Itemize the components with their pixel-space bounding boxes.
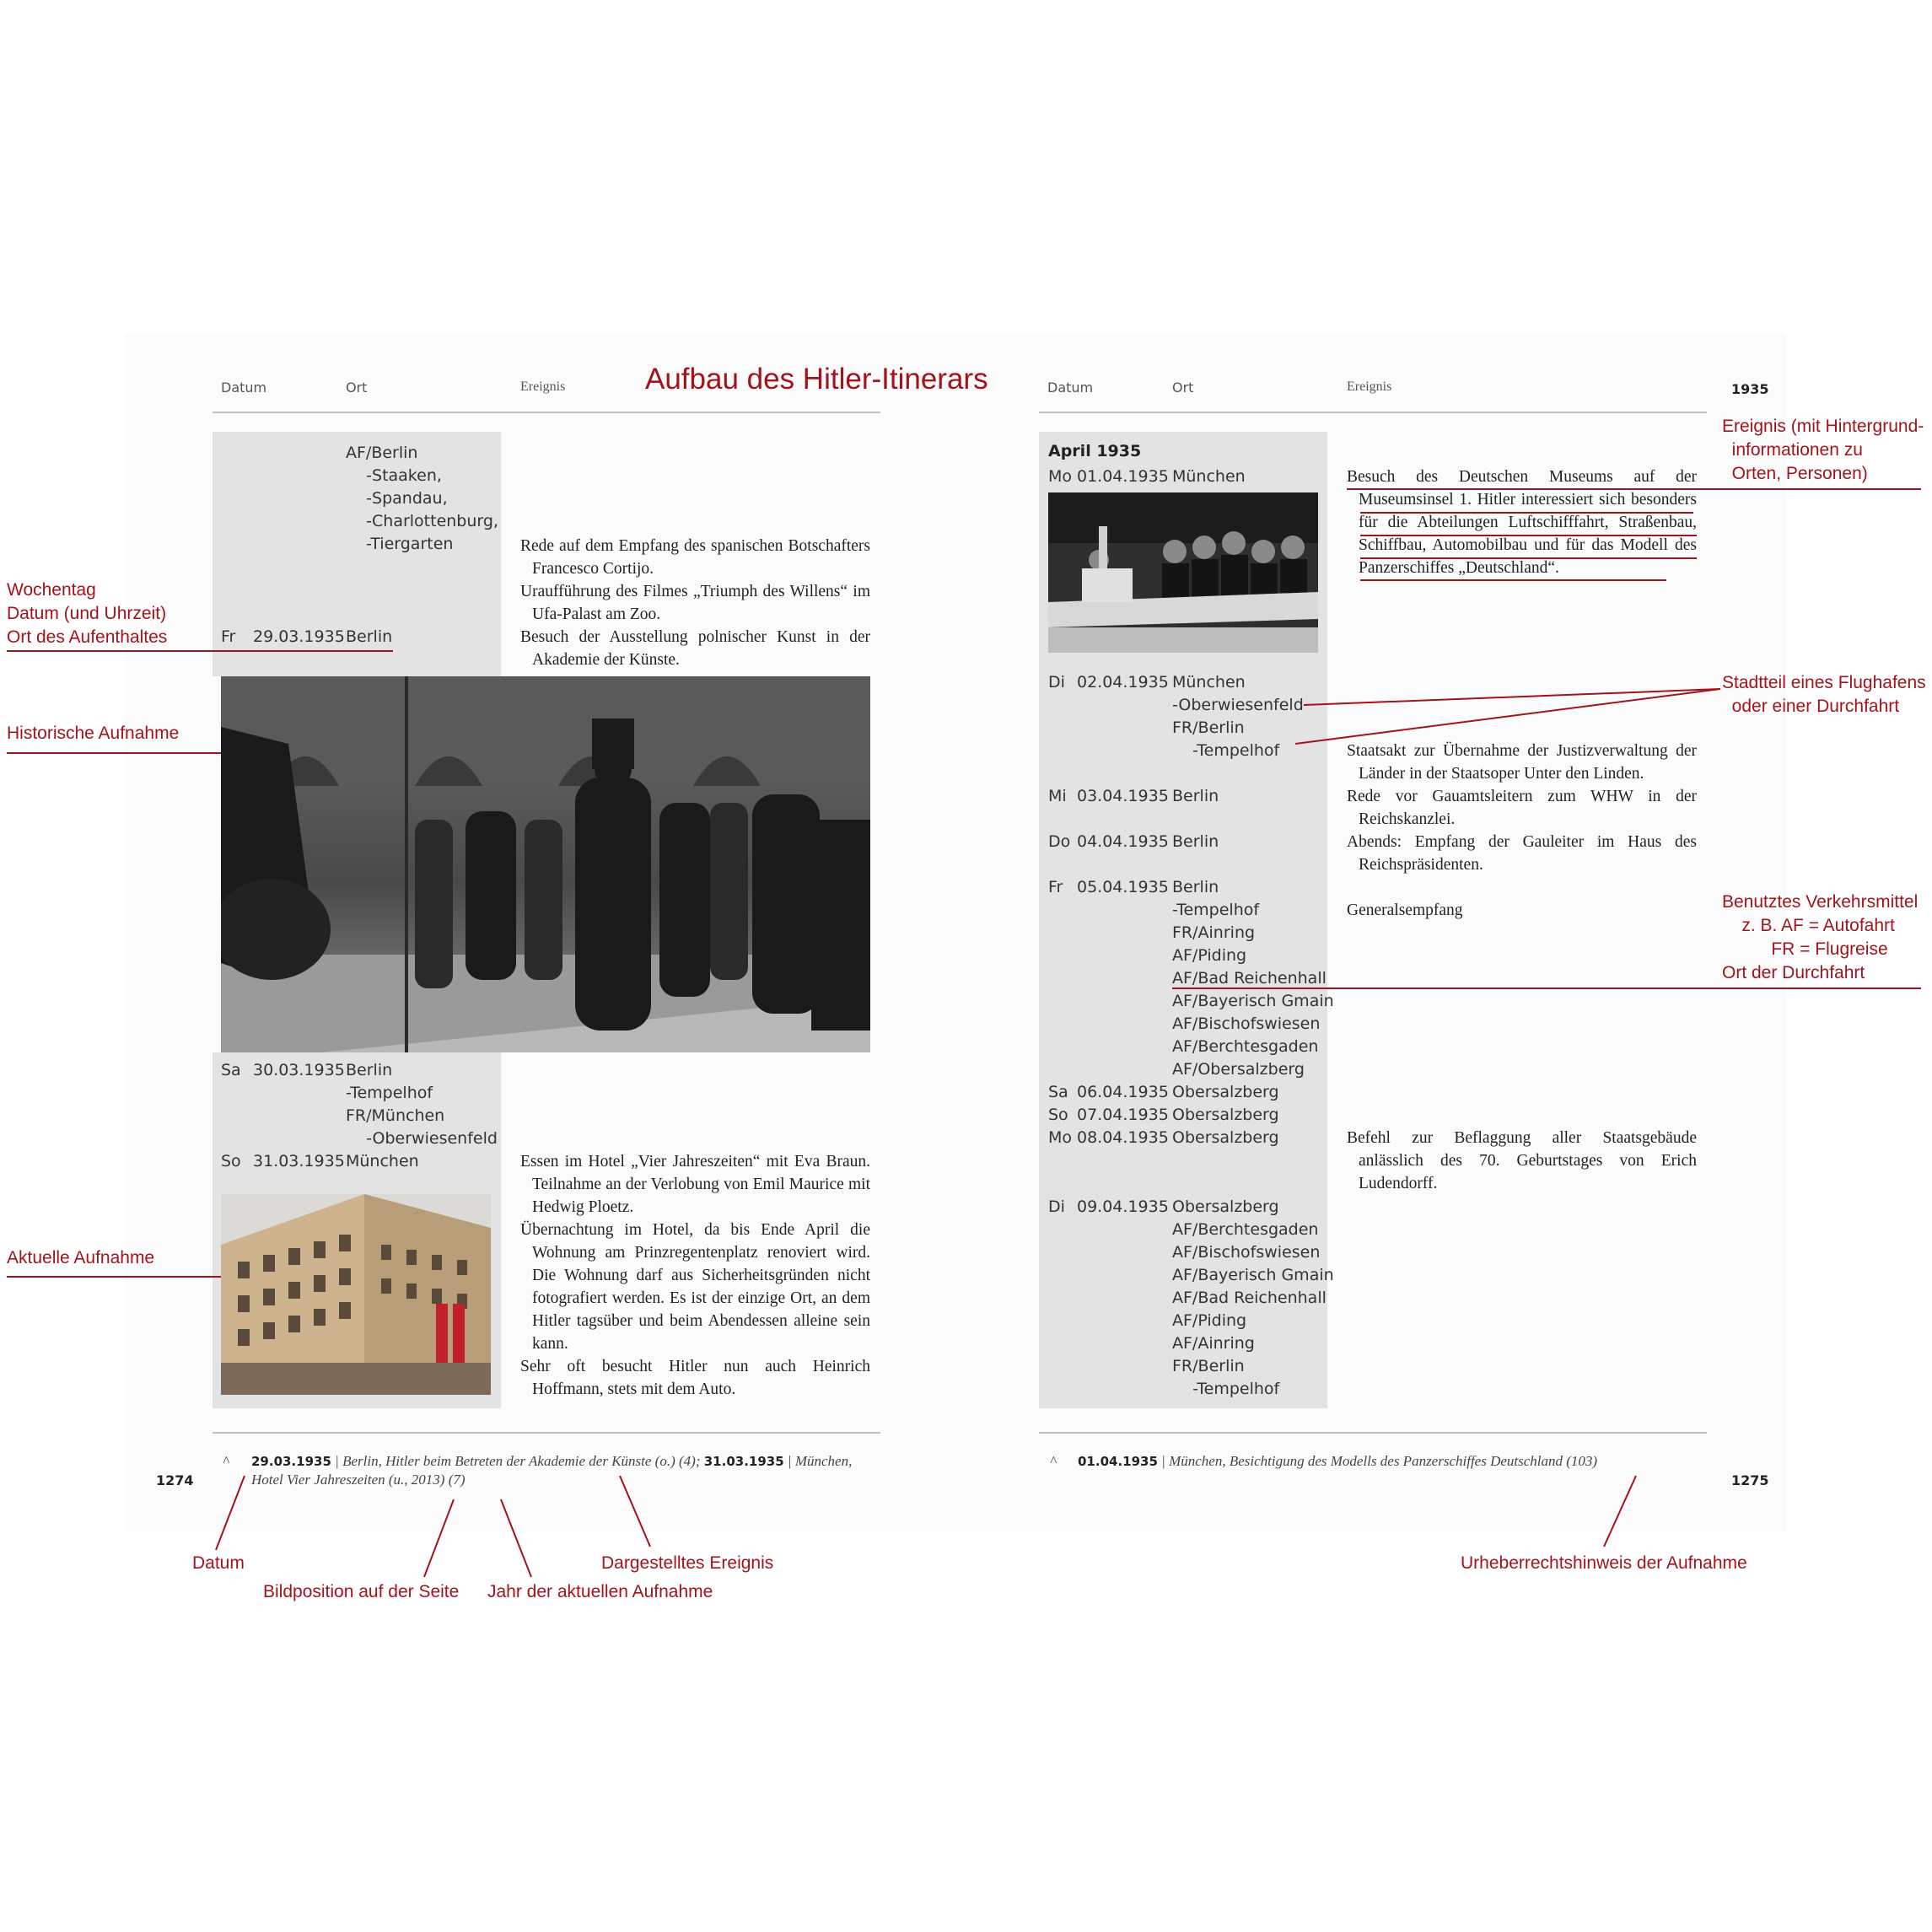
- weekday: Mo: [1048, 467, 1073, 486]
- place: Berlin: [1172, 832, 1219, 851]
- annotation-urheber: Urheberrechtshinweis der Aufnahme: [1461, 1553, 1747, 1573]
- annotation-verkehrsmittel: Benutztes Verkehrsmittel z. B. AF = Autofahrt FR = Flugreise Ort der Durchfahrt: [1722, 892, 1919, 982]
- weekday: Mo: [1048, 1128, 1073, 1147]
- page-title: Aufbau des Hitler-Itinerars: [645, 363, 988, 396]
- left-header-datum: Datum: [221, 379, 267, 396]
- page-number-left: 1274: [156, 1472, 194, 1488]
- caption-mark: ^: [1050, 1453, 1057, 1469]
- date: 29.03.1935: [253, 627, 345, 646]
- date: 31.03.1935: [253, 1152, 345, 1171]
- event-text: Abends: Empfang der Gauleiter im Haus des Reichspräsidenten.: [1347, 833, 1697, 874]
- annotation-wochentag: Wochentag Datum (und Uhrzeit) Ort des Aufenthaltes: [7, 580, 168, 647]
- date: 01.04.1935: [1077, 467, 1169, 486]
- left-header-ereignis: Ereignis: [520, 379, 566, 394]
- event-text: Übernachtung im Hotel, da bis Ende April die Wohnung am Prinzregentenplatz renoviert wird. Die Wohnung darf aus Sicherheitsgründen nicht fotografiert werden. Es ist der einzige Ort, an dem Hitler tagsüber und beim Abendessen alleine sein kann.: [520, 1221, 870, 1353]
- weekday: Mi: [1048, 787, 1067, 805]
- page-number-right: 1275: [1731, 1472, 1769, 1488]
- place: Obersalzberg: [1172, 1128, 1279, 1147]
- place-list: Berlin -Tempelhof FR/München -Oberwiesenfeld: [346, 1061, 498, 1148]
- event-text: Besuch der Ausstellung polnischer Kunst in der Akademie der Künste.: [520, 628, 870, 669]
- annotation-historische: Historische Aufnahme: [7, 724, 180, 743]
- weekday: Sa: [221, 1061, 241, 1079]
- date: 02.04.1935: [1077, 673, 1169, 692]
- weekday: Di: [1048, 1197, 1065, 1216]
- annotation-stadtteil: Stadtteil eines Flughafens oder einer Durchfahrt: [1722, 673, 1926, 716]
- annotation-dargestelltes: Dargestelltes Ereignis: [601, 1553, 774, 1573]
- caption-text: | Berlin, Hitler beim Betreten der Akademie der Künste (o.) (4);: [335, 1453, 701, 1469]
- weekday: So: [1048, 1106, 1068, 1124]
- caption-date: 01.04.1935: [1078, 1454, 1158, 1469]
- event-05-04: Generalsempfang: [1347, 901, 1463, 919]
- place: Berlin: [1172, 787, 1219, 805]
- event-text: Uraufführung des Filmes „Triumph des Willens“ im Ufa-Palast am Zoo.: [520, 583, 870, 623]
- annotation-jahr: Jahr der aktuellen Aufnahme: [487, 1582, 713, 1601]
- date: 03.04.1935: [1077, 787, 1169, 805]
- date: 05.04.1935: [1077, 878, 1169, 896]
- date: 09.04.1935: [1077, 1197, 1169, 1216]
- annotation-ereignis: Ereignis (mit Hintergrund- informationen zu Orten, Personen): [1722, 417, 1924, 483]
- caption-text: | München, Hotel Vier Jahreszeiten (u., 2013) (7): [251, 1453, 853, 1488]
- date: 06.04.1935: [1077, 1083, 1169, 1101]
- event-text: Rede auf dem Empfang des spanischen Botschafters Francesco Cortijo.: [520, 537, 870, 578]
- left-header-ort: Ort: [346, 379, 368, 396]
- caption-date: 29.03.1935: [251, 1454, 331, 1469]
- event-text: Rede vor Gauamtsleitern zum WHW in der Reichskanzlei.: [1347, 788, 1697, 828]
- place-list: AF/Berlin -Staaken, -Spandau, -Charlottenburg, -Tiergarten: [346, 444, 498, 553]
- date: 08.04.1935: [1077, 1128, 1169, 1147]
- event-text: Befehl zur Beflaggung aller Staatsgebäude anlässlich des 70. Geburtstages von Erich Ludendorff.: [1347, 1129, 1697, 1192]
- weekday: Sa: [1048, 1083, 1068, 1101]
- place: Obersalzberg: [1172, 1083, 1279, 1101]
- date: 30.03.1935: [253, 1061, 345, 1079]
- annotation-datum: Datum: [192, 1553, 245, 1573]
- annotation-bildposition: Bildposition auf der Seite: [263, 1582, 460, 1601]
- event-text: Besuch des Deutschen Museums auf der Museumsinsel 1. Hitler interessiert sich besonders für die Abteilungen Luftschifffahrt, Straßenbau, Schiffbau, Automobilbau und für das Modell des Panzerschiffes „Deutschland“.: [1347, 468, 1697, 577]
- caption-text: | München, Besichtigung des Modells des Panzerschiffes Deutschland (103): [1161, 1453, 1598, 1469]
- right-header-ereignis: Ereignis: [1347, 379, 1392, 394]
- caption-mark: ^: [223, 1453, 229, 1469]
- event-text: Essen im Hotel „Vier Jahreszeiten“ mit Eva Braun. Teilnahme an der Verlobung von Emil Maurice mit Hedwig Ploetz.: [520, 1153, 870, 1216]
- right-header-ort: Ort: [1172, 379, 1194, 396]
- date: 04.04.1935: [1077, 832, 1169, 851]
- place-list: Obersalzberg AF/Berchtesgaden AF/Bischofswiesen AF/Bayerisch Gmain AF/Bad Reichenhall AF/Piding AF/Ainring FR/Berlin -Tempelhof: [1172, 1197, 1334, 1398]
- place-list: München -Oberwiesenfeld FR/Berlin -Tempelhof: [1172, 673, 1304, 760]
- running-year: 1935: [1731, 381, 1769, 397]
- place-list: Berlin -Tempelhof FR/Ainring AF/Piding AF/Bad Reichenhall AF/Bayerisch Gmain AF/Bischofswiesen AF/Berchtesgaden AF/Obersalzberg: [1172, 878, 1334, 1079]
- right-header-datum: Datum: [1047, 379, 1094, 396]
- event-text: Sehr oft besucht Hitler nun auch Heinrich Hoffmann, stets mit dem Auto.: [520, 1358, 870, 1398]
- event-text: Staatsakt zur Übernahme der Justizverwaltung der Länder in der Staatsoper Unter den Linden.: [1347, 742, 1697, 783]
- month-heading: April 1935: [1048, 442, 1142, 460]
- weekday: Fr: [1048, 878, 1063, 896]
- annotation-aktuelle: Aktuelle Aufnahme: [7, 1248, 155, 1267]
- place: Obersalzberg: [1172, 1106, 1279, 1124]
- weekday: Fr: [221, 627, 236, 646]
- date: 07.04.1935: [1077, 1106, 1169, 1124]
- caption-date: 31.03.1935: [703, 1454, 784, 1469]
- weekday: Do: [1048, 832, 1071, 851]
- weekday: So: [221, 1152, 241, 1171]
- place: München: [346, 1152, 419, 1171]
- place: Berlin: [346, 627, 393, 646]
- weekday: Di: [1048, 673, 1065, 692]
- place: München: [1172, 467, 1246, 486]
